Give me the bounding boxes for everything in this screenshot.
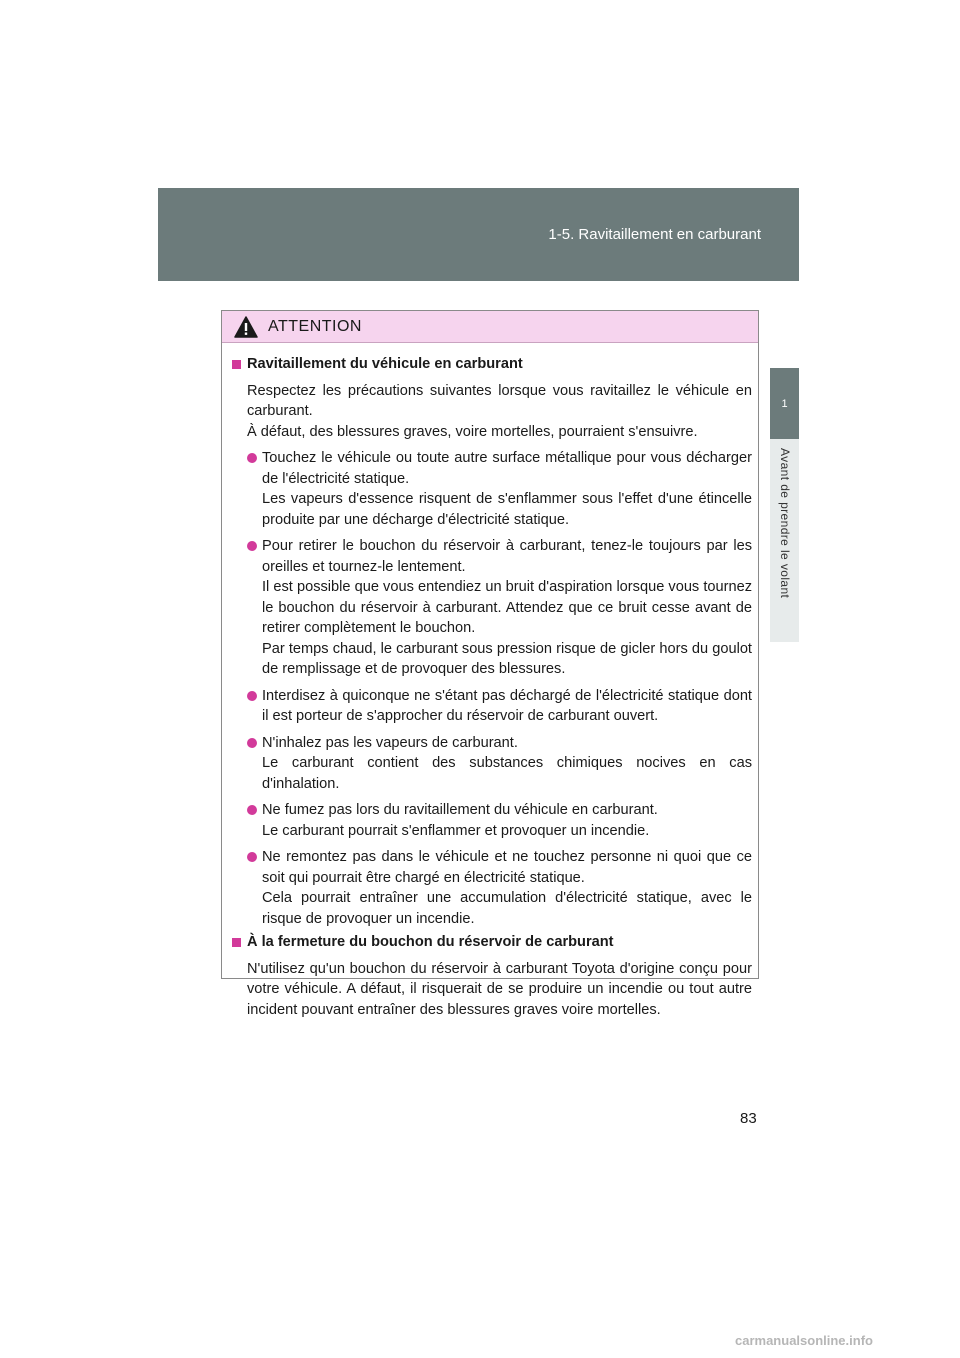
header-band xyxy=(158,188,799,281)
intro-paragraph: À défaut, des blessures graves, voire mortelles, pourraient s'ensuivre. xyxy=(247,423,698,440)
section-heading xyxy=(230,932,752,953)
bullet-item xyxy=(247,847,752,929)
bullet-body xyxy=(262,733,752,795)
page-number: 83 xyxy=(740,1110,757,1127)
bullet-line: Ne remontez pas dans le véhicule et ne touchez personne ni quoi que ce soit qui pourrait être chargé en électricité statique. xyxy=(262,849,752,886)
intro-paragraph: N'utilisez qu'un bouchon du réservoir à carburant Toyota d'origine conçu pour votre véhicule. A défaut, il risquerait de se produire un incendie ou tout autre incident pouvant entraîner des blessures graves voire mortelles. xyxy=(247,960,752,1018)
square-bullet-icon xyxy=(232,938,241,947)
bullet-line: N'inhalez pas les vapeurs de carburant. xyxy=(262,734,518,751)
section-title: 1-5. Ravitaillement en carburant xyxy=(548,226,761,243)
warning-header xyxy=(222,311,758,343)
bullet-line: Ne fumez pas lors du ravitaillement du véhicule en carburant. xyxy=(262,802,658,818)
bullet-item xyxy=(247,686,752,727)
circle-bullet-icon xyxy=(247,541,257,551)
bullet-line: Par temps chaud, le carburant sous pression risque de gicler hors du goulot de remplissage et de provoquer des blessures. xyxy=(262,640,752,677)
watermark: carmanualsonline.info xyxy=(735,1333,873,1348)
intro-paragraph: Respectez les précautions suivantes lorsque vous ravitaillez le véhicule en carburant. xyxy=(247,382,752,419)
bullet-body xyxy=(262,536,752,680)
bullet-line: Touchez le véhicule ou toute autre surface métallique pour vous décharger de l'électricité statique. xyxy=(262,450,752,487)
warning-content xyxy=(222,343,758,1020)
chapter-number-tab: 1 xyxy=(770,368,799,439)
bullet-line: Les vapeurs d'essence risquent de s'enflammer sous l'effet d'une étincelle produite par une décharge d'électricité statique. xyxy=(262,491,752,528)
chapter-title: Avant de prendre le volant xyxy=(778,448,792,599)
bullet-line: Le carburant contient des substances chimiques nocives en cas d'inhalation. xyxy=(262,755,752,792)
section-heading xyxy=(230,354,752,375)
bullet-body xyxy=(262,686,752,727)
section-heading-text: Ravitaillement du véhicule en carburant xyxy=(247,356,523,372)
bullet-item xyxy=(247,733,752,795)
circle-bullet-icon xyxy=(247,691,257,701)
section-intro xyxy=(247,381,752,443)
warning-label: ATTENTION xyxy=(268,317,362,335)
bullet-body xyxy=(262,847,752,929)
bullet-line: Pour retirer le bouchon du réservoir à carburant, tenez-le toujours par les oreilles et tournez-le lentement. xyxy=(262,538,752,575)
bullet-line: Interdisez à quiconque ne s'étant pas déchargé de l'électricité statique dont il est porteur de s'approcher du réservoir de carburant ouvert. xyxy=(262,687,752,724)
circle-bullet-icon xyxy=(247,805,257,815)
bullet-line: Le carburant pourrait s'enflammer et provoquer un incendie. xyxy=(262,822,650,839)
square-bullet-icon xyxy=(232,360,241,369)
bullet-line: Cela pourrait entraîner une accumulation d'électricité statique, avec le risque de provoquer un incendie. xyxy=(262,890,752,927)
bullet-item xyxy=(247,536,752,680)
bullet-body xyxy=(262,448,752,530)
circle-bullet-icon xyxy=(247,453,257,463)
circle-bullet-icon xyxy=(247,738,257,748)
bullet-item xyxy=(247,448,752,530)
bullet-body xyxy=(262,800,752,841)
section-intro xyxy=(247,959,752,1021)
warning-triangle-icon xyxy=(234,316,258,338)
bullet-line: Il est possible que vous entendiez un bruit d'aspiration lorsque vous tournez le bouchon du réservoir à carburant. Attendez que ce bruit cesse avant de retirer complètement le bouchon. xyxy=(262,579,752,636)
warning-box xyxy=(221,310,759,1018)
section-heading-text: À la fermeture du bouchon du réservoir de carburant xyxy=(247,934,614,950)
circle-bullet-icon xyxy=(247,852,257,862)
bullet-item xyxy=(247,800,752,841)
